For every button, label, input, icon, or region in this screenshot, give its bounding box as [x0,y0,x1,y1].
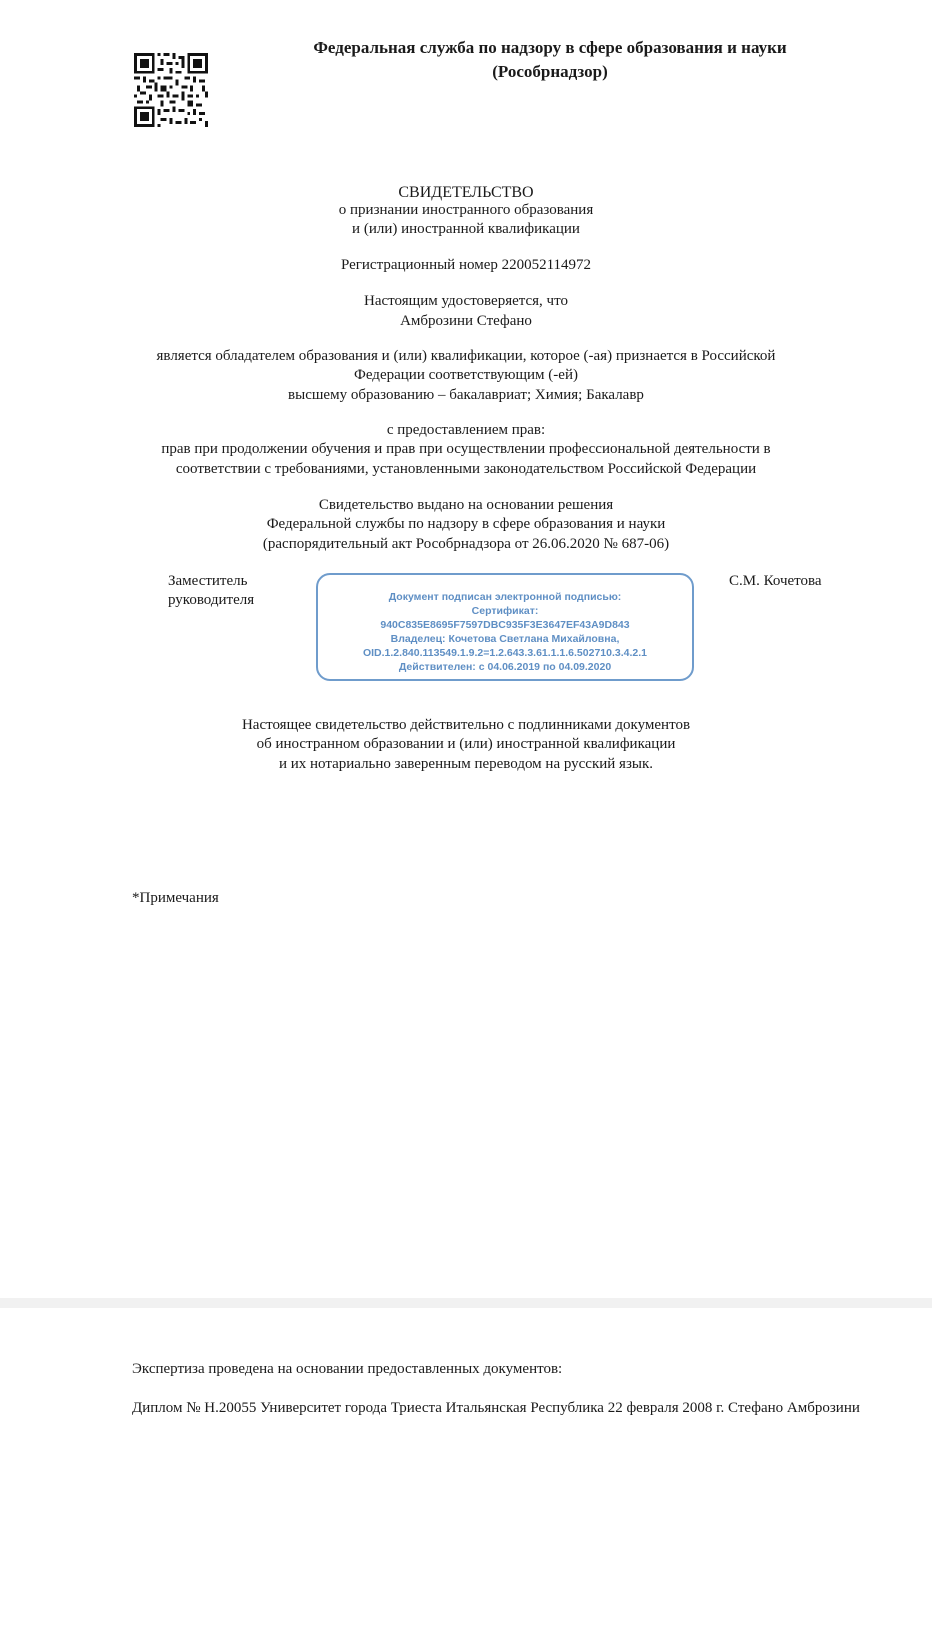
diploma-details: Диплом № Н.20055 Университет города Триеста Итальянская Республика 22 февраля 2008 г. Стефано Амброзини [132,1400,860,1416]
agency-name: Федеральная служба по надзору в сфере образования и науки [313,38,787,57]
registration-number: Регистрационный номер 220052114972 [340,257,592,273]
rights-heading: с предоставлением прав: [386,422,546,438]
stamp-line5: OID.1.2.840.113549.1.9.2=1.2.643.3.61.1.1.6.502710.3.4.2.1 [362,647,648,659]
validity-line1: Настоящее свидетельство действительно с подлинниками документов [241,717,691,733]
document-title: СВИДЕТЕЛЬСТВО [398,184,534,201]
holder-text-line1: является обладателем образования и (или) квалификации, которое (-ая) признается в Российской [156,348,776,364]
document-subtitle-line2: и (или) иностранной квалификации [352,221,580,237]
stamp-line4: Владелец: Кочетова Светлана Михайловна, [390,633,620,645]
document-subtitle-line1: о признании иностранного образования [338,202,594,218]
basis-line1: Свидетельство выдано на основании решения [318,497,614,513]
certifies-text: Настоящим удостоверяется, что [364,293,568,309]
basis-line2: Федеральной службы по надзору в сфере образования и науки [266,516,666,532]
holder-text-line2: Федерации соответствующим (-ей) [354,367,578,383]
qr-code-icon [134,52,208,128]
validity-line2: об иностранном образовании и (или) иностранной квалификации [256,736,676,752]
stamp-line3: 940C835E8695F7597DBC935F3E3647EF43A9D843 [380,619,630,631]
notes-label: *Примечания [132,890,219,906]
basis-line3: (распорядительный акт Рособрнадзора от 26.06.2020 № 687-06) [262,536,670,552]
holder-name: Амброзини Стефано [400,313,532,329]
signer-name: С.М. Кочетова [729,573,822,589]
expertise-heading: Экспертиза проведена на основании предоставленных документов: [132,1361,563,1377]
signer-position-line2: руководителя [168,592,255,608]
education-level: высшему образованию – бакалавриат; Химия; Бакалавр [288,387,644,403]
stamp-line6: Действителен: с 04.06.2019 по 04.09.2020 [398,661,612,673]
rights-text-line2: соответствии с требованиями, установленными законодательством Российской Федерации [175,461,757,477]
stamp-line1: Документ подписан электронной подписью: [388,591,622,603]
electronic-signature-stamp [316,573,694,681]
signer-position-line1: Заместитель [168,573,248,589]
signer-position [168,572,288,610]
validity-line3: и их нотариально заверенным переводом на русский язык. [278,756,654,772]
agency-abbreviation: (Рособрнадзор) [492,62,608,81]
agency-header [230,36,870,84]
rights-text-line1: прав при продолжении обучения и прав при осуществлении профессиональной деятельности в [161,441,771,457]
stamp-line2: Сертификат: [471,605,539,617]
expertise-page [0,1308,932,1626]
